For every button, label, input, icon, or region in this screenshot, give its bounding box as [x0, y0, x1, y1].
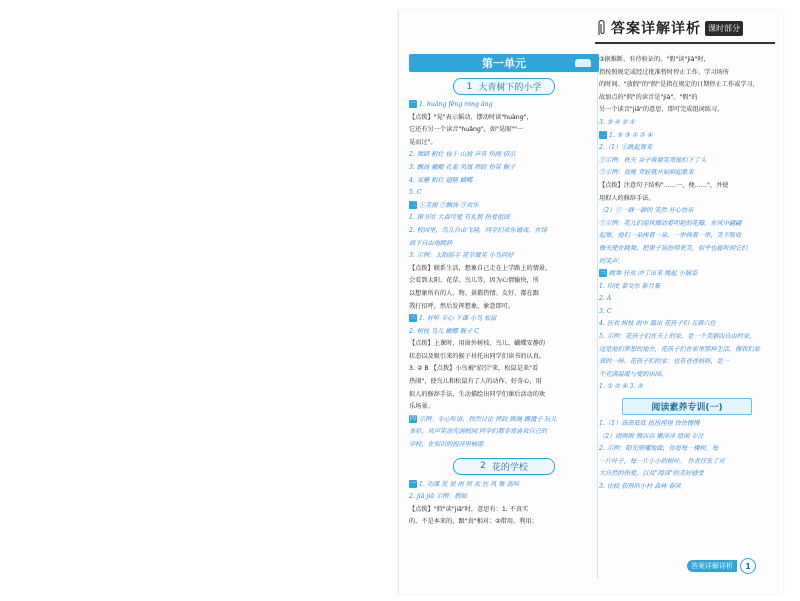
answer-line [599, 54, 775, 67]
answer-line [409, 376, 599, 389]
answer-line [409, 351, 599, 364]
unit-banner [409, 54, 599, 72]
answer-line [599, 130, 775, 143]
answer-line [599, 306, 775, 319]
answer-line [409, 250, 599, 263]
left-answers-2 [409, 479, 599, 529]
answer-line [599, 431, 775, 444]
answer-line [409, 137, 599, 150]
answer-text: 示例：专心听讲，热烈讨论 摔跤 跳绳 踢毽子 玩儿 [419, 415, 557, 423]
answer-line [409, 504, 599, 517]
answer-line [409, 99, 599, 112]
section-badge: 二 [409, 200, 416, 208]
answer-text: ②示例：花儿们迎风摆动着明艳的花瓣，在风中翩翩 [599, 219, 742, 227]
answer-text: 真的一样。花孩子们的家：也有爸爸妈妈，是一 [599, 358, 729, 366]
answer-text: 以想象所有的人、物、景都热情、友好，都在跟 [409, 289, 539, 297]
answer-line [409, 238, 599, 251]
answer-line [599, 468, 775, 481]
lesson-title-1 [453, 78, 555, 95]
answer-line [599, 167, 775, 180]
answer-line [599, 142, 775, 155]
answer-line [599, 180, 775, 193]
answer-text: 我打招呼，然后发挥想象，象意即可。 [409, 302, 515, 310]
right-column [599, 54, 775, 494]
answer-text: 5. 示例：花孩子们在天上的家，是一个美丽而自由的家， [599, 333, 756, 341]
answer-line [599, 443, 775, 456]
answer-text: 3. ② B 【点拨】小鸟被"招引"来，松鼠是来"看 [409, 365, 539, 373]
answer-line [409, 124, 599, 137]
unit-label: 第一单元 [482, 57, 526, 70]
lesson-name: 花的学校 [491, 462, 528, 473]
answer-text: 1. 好听 专心 下课 小鸟 松鼠 [419, 315, 497, 323]
answer-text: ③据推断，有待验证的。"假"读"jià"时， [599, 56, 710, 63]
answer-line [409, 439, 599, 452]
answer-text: 3. 飘扬 戴帽 孔雀 凤凰 摔跤 热带 猴子 [409, 163, 516, 171]
answer-text: 热闹"，使鸟儿和松鼠有了人的动作、好奇心，用 [409, 378, 542, 386]
answer-line [599, 230, 775, 243]
answer-text: 2. jiā jiā 示例：假如 [409, 493, 467, 501]
answer-line [599, 79, 775, 92]
answer-text: 2. 校园里，鸟儿自由飞翔，同学们欢乐嬉戏，在绿 [409, 226, 547, 234]
bus-icon [575, 59, 591, 67]
section-badge: 一 [409, 100, 416, 107]
answer-line [409, 212, 599, 225]
answer-line [599, 369, 775, 382]
reading-label: 阅读素养专训(一) [651, 403, 723, 414]
answer-line [409, 479, 599, 492]
answer-text: 【点拨】上课时，用窗外树枝、鸟儿、蝴蝶安静的 [409, 340, 546, 348]
answer-text: 2. 示例：阳光照耀地面，你看每一棵树，每 [599, 445, 719, 453]
answer-line [409, 313, 599, 326]
answer-line [599, 104, 775, 117]
answer-text: 另一个读音"jiǎ"的意思，即可完成组词练习。 [599, 106, 724, 114]
header-tag: 课时部分 [705, 21, 743, 36]
answer-line [409, 426, 599, 439]
answer-line [409, 338, 599, 351]
answer-text: 【点拨】"晃"表示摇动、摆动时读"huàng"， [409, 113, 533, 121]
answer-text: 3. 示例：太阳摇手 花草微笑 小鸟问好 [409, 252, 514, 260]
answer-text: 1. 印度 泰戈尔 新月集 [599, 282, 661, 290]
answer-text: 4. 狂欢 树枝 雨中 露出 花孩子们 五颜六色 [599, 320, 716, 328]
answer-line [409, 175, 599, 188]
answer-text: 多彩，欢声笑语充满校园 同学们都非常喜欢自己的 [409, 428, 548, 436]
section-badge: 一 [409, 479, 416, 487]
answer-line [599, 218, 775, 231]
page-footer [687, 558, 756, 574]
answer-line [409, 414, 599, 427]
answer-line [409, 112, 599, 125]
answer-text: 这是他们梦想的地方，花孩子们在家里那样生活，像我们家 [599, 345, 760, 353]
answer-line [599, 268, 775, 281]
page-header [595, 18, 743, 38]
answer-text: 3. ③ ④ ② ① [599, 118, 635, 126]
left-column [409, 54, 599, 529]
lesson-name: 大青树下的小学 [478, 83, 542, 93]
answer-text: （2）①一群一群的 笑然 开心快乐 [599, 207, 694, 215]
answer-text: 荫下自由地跳跃 [409, 239, 453, 247]
answer-text: 【点拨】联系生活，想象自己走在上学路上的情景， [409, 264, 552, 272]
answer-line [409, 149, 599, 162]
answer-text: 1. ① ② ④ 3. ② [599, 383, 643, 391]
answer-text: 起舞，他们一朵挨着一朵，一串挨着一串，美不胜收 [599, 232, 742, 240]
answer-text: 2. 舞蹈 粗壮 枝干 山坡 声音 热闹 招引 [409, 151, 516, 159]
answer-line [599, 155, 775, 168]
footer-text: 答案详解详析 [687, 560, 737, 572]
answer-line [409, 225, 599, 238]
answer-line [409, 200, 599, 213]
answer-text: 指按照规定或经过批准暂时停止工作、学习场所 [599, 68, 729, 76]
answer-line [599, 243, 775, 256]
answer-line [409, 326, 599, 339]
answer-text: 拟人的修辞手法，生动描绘出同学们课后活动的欢 [409, 390, 546, 398]
lesson-title-2 [453, 458, 555, 475]
page-number: 1 [740, 558, 756, 574]
answer-line [409, 263, 599, 276]
answer-line [409, 516, 599, 529]
answer-line [599, 92, 775, 105]
answer-text: 的时间。"放假"的"假"是指在规定的日期停止工作或学习， [599, 81, 759, 89]
answer-line [599, 117, 775, 130]
answer-line [409, 275, 599, 288]
answer-text: ①美丽 ②飘扬 ③欢乐 [419, 201, 479, 209]
answer-text: 晃而过"。 [409, 138, 437, 146]
answer-text: 乐场景。 [409, 403, 434, 411]
answer-text: 会看到太阳、花草、鸟儿等，因为心情愉快，所 [409, 277, 539, 285]
answer-line [409, 301, 599, 314]
answer-text: 1.（1）高高低低 扭扭捏捏 快快慢慢 [599, 420, 700, 428]
answer-text: 的笑声。 [599, 257, 624, 265]
answer-line [599, 356, 775, 369]
answer-text: 跳舞 狂欢 冲了出来 挽起 小脑袋 [609, 270, 698, 278]
answer-line [599, 418, 775, 431]
answer-text: 3. 比较 获得的小村 森林 春风 [599, 483, 681, 490]
answer-line [409, 288, 599, 301]
answer-text: 3. C [599, 307, 612, 315]
paperclip-icon [595, 19, 607, 37]
section-badge: 三 [599, 269, 606, 277]
header-title: 答案详解详析 [611, 21, 701, 37]
answer-text: （2）闹哄哄 慢吞吞 懒洋洋 悠闲 专注 [599, 432, 704, 440]
answer-text: 学校，在知识的海洋里畅游 [409, 441, 484, 449]
answer-text: 它还有另一个读音"huǎng"，如"晃眼""一 [409, 126, 524, 134]
answer-text: 1. 图书馆 大森可爱 有礼貌 热爱祖国 [409, 214, 510, 222]
answer-line [599, 344, 775, 357]
answer-line [599, 256, 775, 269]
left-answers [409, 99, 599, 452]
answer-text: ③示例：夜晚 青蛙就开始唱起歌来 [599, 169, 694, 177]
section-badge: 二 [599, 130, 606, 138]
answer-text: 大自然的热爱，以及"阅读"的美好感受 [599, 470, 704, 478]
answer-text: 2. A [599, 295, 612, 303]
answer-text: 2. 树枝 鸟儿 蝴蝶 猴子 C [409, 327, 479, 335]
answer-text: ②示例：秋天 谷子将要笑弯他们下了头 [599, 156, 707, 164]
answer-text: 5. C [409, 189, 422, 197]
right-answers [599, 54, 775, 394]
answer-text: 1. ⑤ ③ ① ② ④ [609, 131, 653, 139]
answer-text: 一片叶子，每一片小小的树叶。 作者抒发了对 [599, 457, 725, 465]
section-badge: 四 [409, 414, 416, 422]
answer-line [409, 162, 599, 175]
answer-text: 状态以及吸引来的猴子衬托出同学们读书的认真。 [409, 352, 546, 360]
answer-text: 2.（1）①跳起舞来 [599, 144, 653, 152]
answer-text: 故加点的"假"的读音是"jià"。"假"的 [599, 93, 698, 101]
answer-text: 1. 功课 荒 说 雨 坝 欢 狂 风 舞 高叫 [419, 480, 519, 488]
answer-page [398, 10, 783, 594]
answer-line [599, 318, 775, 331]
header-rule [595, 42, 775, 44]
answer-line [599, 205, 775, 218]
answer-text: 用拟人的修辞手法。 [599, 194, 655, 202]
answer-line [409, 187, 599, 200]
answer-text: 1. huāng fēng róng ǎng [419, 101, 493, 108]
answer-text: 个充满温暖与爱的乐园。 [599, 370, 668, 378]
answer-line [599, 193, 775, 206]
answer-text: 【点拨】注意句子结构"……一，便……"，并使 [599, 181, 729, 189]
answer-text: 4. 采蘑 粗壮 翅膀 蝴蝶 [409, 176, 473, 184]
answer-line [409, 491, 599, 504]
answer-line [599, 281, 775, 294]
answer-line [599, 67, 775, 80]
answer-line [599, 293, 775, 306]
answer-line [409, 363, 599, 376]
reading-banner [622, 398, 752, 415]
lesson-number: 2 [480, 461, 486, 472]
answer-line [599, 456, 775, 469]
answer-line [599, 481, 775, 494]
answer-line [599, 381, 775, 394]
answer-line [409, 389, 599, 402]
right-answers-2 [599, 418, 775, 494]
section-badge: 三 [409, 314, 416, 322]
answer-line [599, 331, 775, 344]
answer-text: 的、不是本来的，跟"真"相对；②借用、利用； [409, 518, 538, 526]
answer-line [409, 401, 599, 414]
lesson-number: 1 [466, 81, 473, 92]
answer-text: 像天使在跳舞，把果子装扮得更美，似乎也能听到它们 [599, 244, 748, 252]
answer-text: 【点拨】"假"读"jiǎ"时，意思有：1. 不真实 [409, 505, 529, 513]
